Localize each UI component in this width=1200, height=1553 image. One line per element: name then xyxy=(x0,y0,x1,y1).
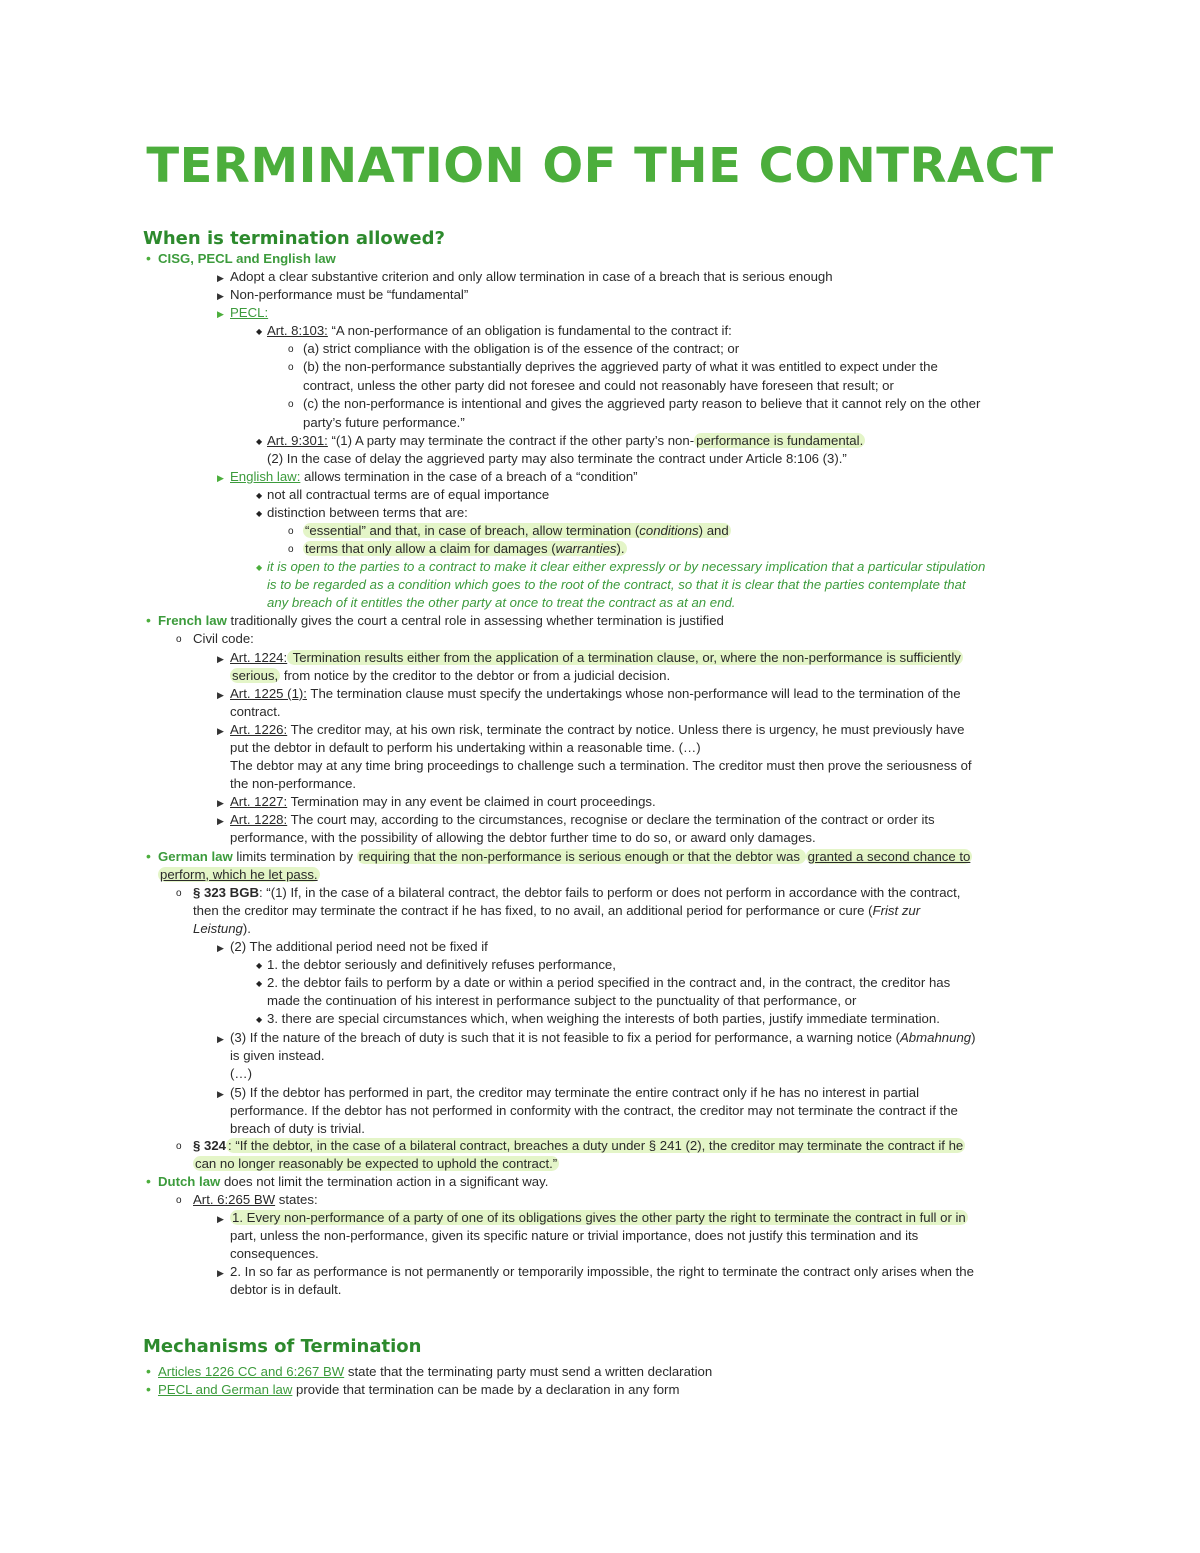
art-6-265-states: states: xyxy=(275,1192,318,1207)
circle-bullet-icon: o xyxy=(288,399,294,410)
square-bullet-icon: ◆ xyxy=(256,491,263,500)
section-heading-mechanisms: Mechanisms of Termination xyxy=(143,1336,422,1357)
square-bullet-icon: ◆ xyxy=(256,961,263,970)
mechanisms-item-2-link[interactable]: PECL and German law xyxy=(158,1382,293,1397)
mechanisms-item-1-text: state that the terminating party must send a written declaration xyxy=(344,1364,713,1379)
circle-bullet-icon: o xyxy=(176,1141,182,1152)
art-6-265-p1-text: 1. Every non-performance of a party of one of its obligations gives the other party the right to terminate the contract in full or in xyxy=(232,1210,966,1225)
square-bullet-icon: ◆ xyxy=(256,563,263,572)
bullet-dot-icon: • xyxy=(146,1363,151,1379)
triangle-bullet-icon: ▶ xyxy=(217,1214,224,1224)
square-bullet-icon: ◆ xyxy=(256,509,263,518)
triangle-bullet-icon: ▶ xyxy=(217,943,224,953)
triangle-bullet-icon: ▶ xyxy=(217,473,224,483)
art-1226-text: The creditor may, at his own risk, terminate the contract by notice. Unless there is urgency, he must previously have xyxy=(287,722,965,737)
civil-code-label: Civil code: xyxy=(193,631,254,646)
art-8-103-b1: (b) the non-performance substantially deprives the aggrieved party of what it was entitled to expect under the xyxy=(303,359,938,374)
s323-para-2: (2) The additional period need not be fixed if xyxy=(230,939,488,954)
conditions-text-c: ) and xyxy=(698,523,729,538)
warranties-line xyxy=(303,540,627,558)
document-title: TERMINATION OF THE CONTRACT xyxy=(146,138,1054,194)
art-1226-line-1 xyxy=(230,721,964,739)
s323-frist: Frist zur xyxy=(872,903,921,918)
square-bullet-icon: ◆ xyxy=(256,979,263,988)
conditions-term: conditions xyxy=(639,523,699,538)
french-law-text: traditionally gives the court a central role in assessing whether termination is justified xyxy=(226,613,724,628)
art-8-103-a: (a) strict compliance with the obligation is of the essence of the contract; or xyxy=(303,341,740,356)
s323-line-2 xyxy=(193,902,920,920)
s323-text-2: then the creditor may terminate the contract if he has fixed, to no avail, an additional period for performance or cure ( xyxy=(193,903,873,918)
square-bullet-icon: ◆ xyxy=(256,437,263,446)
german-law-perform: perform, which he let pass. xyxy=(160,867,318,882)
art-1226-line-3: The debtor may at any time bring proceedings to challenge such a termination. The creditor must then prove the seriousness of xyxy=(230,758,972,773)
english-quote-1: it is open to the parties to a contract to make it clear either expressly or by necessary implication that a particular stipulation xyxy=(267,559,986,574)
art-6-265-p1-line-1 xyxy=(230,1209,968,1227)
english-law-label: English law: xyxy=(230,469,301,484)
art-9-301-line-2: (2) In the case of delay the aggrieved party may also terminate the contract under Article 8:106 (3).” xyxy=(267,451,847,466)
s323-para-3-close: ) xyxy=(971,1030,976,1045)
warranties-text-a: terms that only allow a claim for damages ( xyxy=(305,541,556,556)
triangle-bullet-icon: ▶ xyxy=(217,1268,224,1278)
s323-text-3: ). xyxy=(242,921,251,936)
cisg-point-1: Adopt a clear substantive criterion and only allow termination in case of a breach that is serious enough xyxy=(230,269,833,284)
conditions-line xyxy=(303,522,731,540)
art-1224-line-2 xyxy=(230,667,670,685)
art-1226-line-2: put the debtor in default to perform his undertaking within a reasonable time. (…) xyxy=(230,740,701,755)
art-1226-ref: Art. 1226: xyxy=(230,722,288,737)
dutch-law-text: does not limit the termination action in a significant way. xyxy=(220,1174,549,1189)
cisg-point-2: Non-performance must be “fundamental” xyxy=(230,287,469,302)
s323-abmahnung: Abmahnung xyxy=(900,1030,972,1045)
french-law-line xyxy=(158,612,724,630)
art-1228-text: The court may, according to the circumstances, recognise or declare the termination of the contract or order its xyxy=(287,812,935,827)
s323-text-1: : “(1) If, in the case of a bilateral contract, the debtor fails to perform or does not perform in accordance with the contract, xyxy=(258,885,961,900)
s323-ref: § 323 BGB xyxy=(193,885,259,900)
s324-ref: § 324 xyxy=(193,1138,227,1153)
mechanisms-item-1-link[interactable]: Articles 1226 CC and 6:267 BW xyxy=(158,1364,345,1379)
art-6-265-p2-line-1: 2. In so far as performance is not permanently or temporarily impossible, the right to terminate the contract only arises when the xyxy=(230,1264,974,1279)
english-quote-3: any breach of it entitles the other party at once to treat the contract as at an end. xyxy=(267,595,736,610)
english-law-line xyxy=(230,468,638,486)
s323-leistung: Leistung xyxy=(193,921,243,936)
art-9-301-line-1 xyxy=(267,432,865,450)
art-1227-ref: Art. 1227: xyxy=(230,794,288,809)
s323-line-3 xyxy=(193,920,251,938)
triangle-bullet-icon: ▶ xyxy=(217,1089,224,1099)
dutch-law-label: Dutch law xyxy=(158,1174,221,1189)
art-1225-text: The termination clause must specify the undertakings whose non-performance will lead to the termination of the xyxy=(306,686,961,701)
mechanisms-item-2 xyxy=(158,1381,679,1399)
art-1226-line-4: the non-performance. xyxy=(230,776,357,791)
art-6-265-ref: Art. 6:265 BW xyxy=(193,1192,276,1207)
art-6-265-p1-line-2: part, unless the non-performance, given its specific nature or trivial importance, does not justify this termination and its xyxy=(230,1228,919,1243)
art-1228-line-2: performance, with the possibility of allowing the debtor further time to do so, or award only damages. xyxy=(230,830,816,845)
s324-text-2: can no longer reasonably be expected to uphold the contract.” xyxy=(195,1156,558,1171)
art-8-103-c1: (c) the non-performance is intentional and gives the aggrieved party reason to believe that it cannot rely on the other xyxy=(303,396,981,411)
art-1227-line xyxy=(230,793,656,811)
english-quote-2: is to be regarded as a condition which goes to the root of the contract, so that it is clear that the parties contemplate that xyxy=(267,577,966,592)
art-9-301-text-1: “(1) A party may terminate the contract if the other party’s non- xyxy=(327,433,695,448)
circle-bullet-icon: o xyxy=(288,344,294,355)
art-8-103-b2: contract, unless the other party did not foresee and could not reasonably have foreseen that result; or xyxy=(303,378,894,393)
art-6-265-line xyxy=(193,1191,318,1209)
mechanisms-item-2-text: provide that termination can be made by a declaration in any form xyxy=(292,1382,680,1397)
s323-para-3-ellipsis: (…) xyxy=(230,1066,252,1081)
bullet-dot-icon: • xyxy=(146,612,151,628)
triangle-bullet-icon: ▶ xyxy=(217,1034,224,1044)
triangle-bullet-icon: ▶ xyxy=(217,726,224,736)
circle-bullet-icon: o xyxy=(176,1195,182,1206)
s323-para-5-line-1: (5) If the debtor has performed in part, the creditor may terminate the entire contract only if he has no interest in partial xyxy=(230,1085,920,1100)
art-8-103-line xyxy=(267,322,732,340)
s323-para-2-2b: made the continuation of his interest in performance subject to the punctuality of that performance, or xyxy=(267,993,857,1008)
art-9-301-highlight: performance is fundamental. xyxy=(696,433,864,448)
art-1224-ref: Art. 1224: xyxy=(230,650,288,665)
s323-para-5-line-3: breach of duty is trivial. xyxy=(230,1121,365,1136)
triangle-bullet-icon: ▶ xyxy=(217,654,224,664)
dutch-law-line xyxy=(158,1173,548,1191)
triangle-bullet-icon: ▶ xyxy=(217,690,224,700)
german-law-highlight: requiring that the non-performance is serious enough or that the debtor was xyxy=(358,849,804,864)
bullet-dot-icon: • xyxy=(146,1173,151,1189)
art-8-103-ref: Art. 8:103: xyxy=(267,323,328,338)
pecl-label: PECL: xyxy=(230,305,269,320)
german-law-second-chance: granted a second chance to xyxy=(807,849,971,864)
art-1227-text: Termination may in any event be claimed in court proceedings. xyxy=(287,794,656,809)
s323-para-5-line-2: performance. If the debtor has not performed in conformity with the contract, the creditor may not terminate the contract if the xyxy=(230,1103,958,1118)
art-1225-line-2: contract. xyxy=(230,704,281,719)
triangle-bullet-icon: ▶ xyxy=(217,816,224,826)
circle-bullet-icon: o xyxy=(176,634,182,645)
triangle-bullet-icon: ▶ xyxy=(217,273,224,283)
french-law-label: French law xyxy=(158,613,227,628)
german-law-label: German law xyxy=(158,849,233,864)
art-8-103-c2: party’s future performance.” xyxy=(303,415,465,430)
art-8-103-text: “A non-performance of an obligation is fundamental to the contract if: xyxy=(327,323,732,338)
s324-text-1: : “If the debtor, in the case of a bilateral contract, breaches a duty under § 241 (2), the creditor may terminate the contract if he xyxy=(228,1138,964,1153)
warranties-term: warranties xyxy=(555,541,617,556)
german-law-line-2 xyxy=(158,866,320,884)
triangle-bullet-icon: ▶ xyxy=(217,798,224,808)
art-9-301-ref: Art. 9:301: xyxy=(267,433,328,448)
triangle-bullet-icon: ▶ xyxy=(217,309,224,319)
german-law-line-1 xyxy=(158,848,972,866)
art-1224-serious: serious, xyxy=(232,668,279,683)
circle-bullet-icon: o xyxy=(176,888,182,899)
german-law-text: limits termination by xyxy=(232,849,357,864)
s323-para-3-line-1 xyxy=(230,1029,976,1047)
art-1228-ref: Art. 1228: xyxy=(230,812,288,827)
art-1228-line-1 xyxy=(230,811,935,829)
english-law-text: allows termination in the case of a breach of a “condition” xyxy=(300,469,638,484)
s323-para-2-2a: 2. the debtor fails to perform by a date or within a period specified in the contract and, in the contract, the creditor has xyxy=(267,975,951,990)
mechanisms-item-1 xyxy=(158,1363,712,1381)
warranties-text-c: ). xyxy=(616,541,625,556)
bullet-dot-icon: • xyxy=(146,1381,151,1397)
art-1225-line-1 xyxy=(230,685,961,703)
english-point-1: not all contractual terms are of equal importance xyxy=(267,487,550,502)
s323-line-1 xyxy=(193,884,960,902)
art-1224-text-2: from notice by the creditor to the debtor or from a judicial decision. xyxy=(280,668,671,683)
circle-bullet-icon: o xyxy=(288,544,294,555)
circle-bullet-icon: o xyxy=(288,362,294,373)
s323-para-2-1: 1. the debtor seriously and definitively refuses performance, xyxy=(267,957,616,972)
s323-para-2-3: 3. there are special circumstances which, when weighing the interests of both parties, justify immediate termination. xyxy=(267,1011,940,1026)
cisg-pecl-english-label: CISG, PECL and English law xyxy=(158,251,336,266)
triangle-bullet-icon: ▶ xyxy=(217,291,224,301)
bullet-dot-icon: • xyxy=(146,250,151,266)
conditions-text-a: “essential” and that, in case of breach, allow termination ( xyxy=(305,523,640,538)
art-1224-text: Termination results either from the application of a termination clause, or, where the non-performance is sufficiently xyxy=(289,650,961,665)
s324-line-2 xyxy=(193,1155,559,1173)
square-bullet-icon: ◆ xyxy=(256,327,263,336)
art-1225-ref: Art. 1225 (1): xyxy=(230,686,307,701)
s324-line-1 xyxy=(193,1137,965,1155)
square-bullet-icon: ◆ xyxy=(256,1015,263,1024)
art-6-265-p1-line-3: consequences. xyxy=(230,1246,319,1261)
s323-para-3-text: (3) If the nature of the breach of duty is such that it is not feasible to fix a period for performance, a warning notice ( xyxy=(230,1030,900,1045)
bullet-dot-icon: • xyxy=(146,848,151,864)
english-point-2: distinction between terms that are: xyxy=(267,505,468,520)
s323-para-3-line-2: is given instead. xyxy=(230,1048,325,1063)
section-heading-when-termination-allowed: When is termination allowed? xyxy=(143,228,445,249)
art-1224-line-1 xyxy=(230,649,963,667)
circle-bullet-icon: o xyxy=(288,526,294,537)
art-6-265-p2-line-2: debtor is in default. xyxy=(230,1282,342,1297)
